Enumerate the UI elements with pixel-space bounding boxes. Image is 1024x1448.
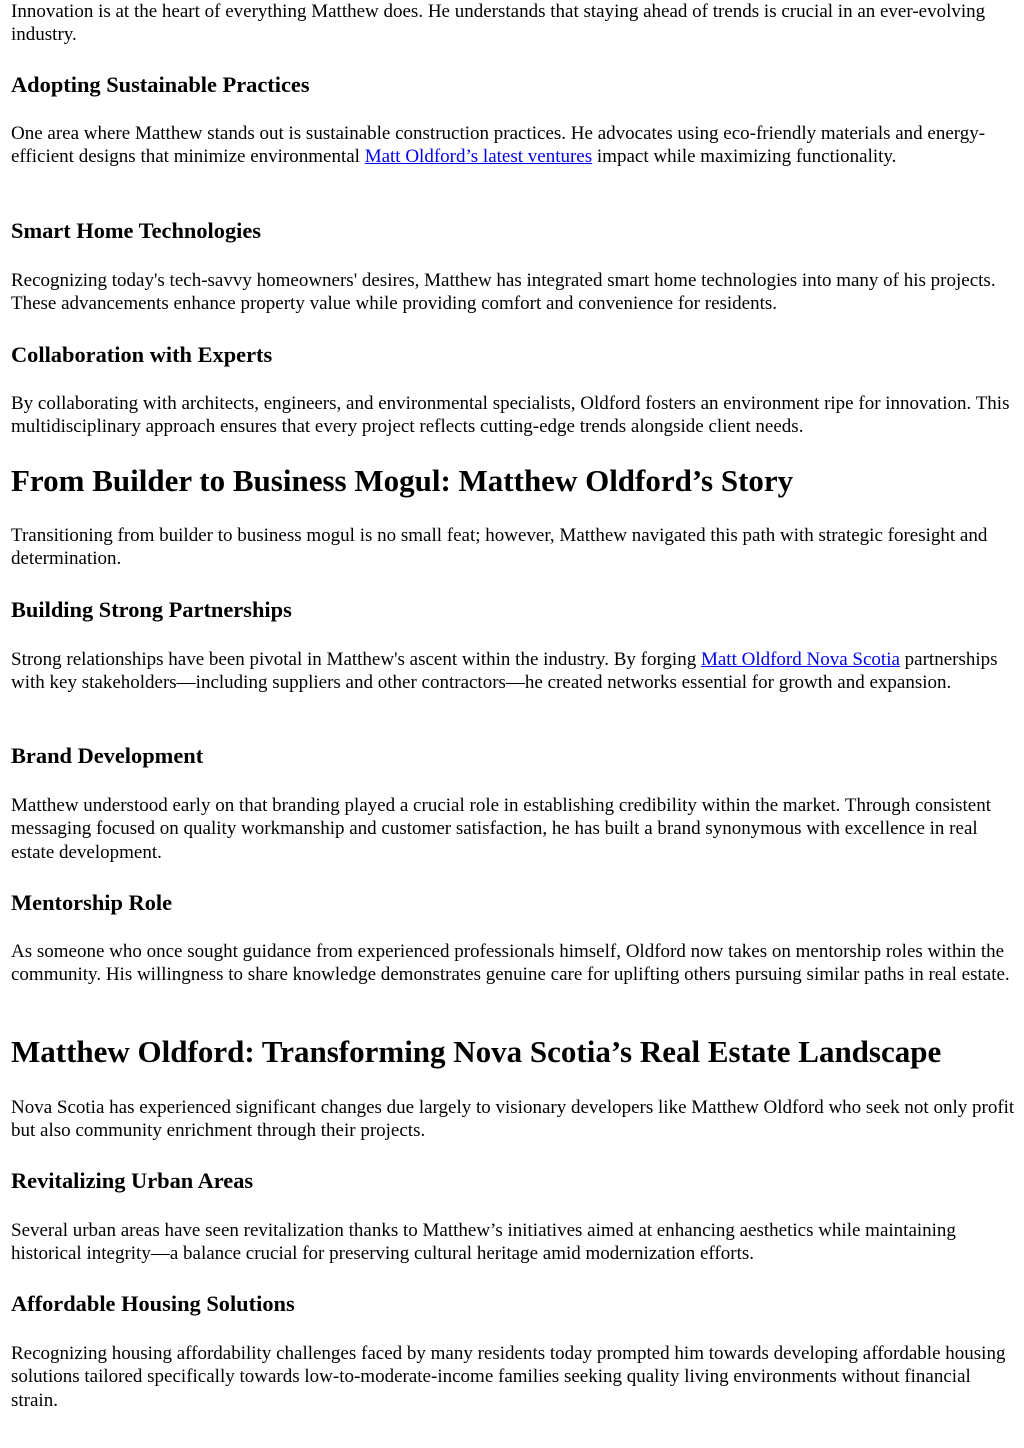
heading-sustainable-practices: Adopting Sustainable Practices bbox=[11, 72, 310, 97]
paragraph-affordable-housing: Recognizing housing affordability challenges faced by many residents today prompted him towards developing affordable housing solutions tailored specifically towards low-to-moderate-income families seeking quality living environments without financial strain. bbox=[11, 1343, 1006, 1411]
paragraph-smart-home: Recognizing today's tech-savvy homeowners' desires, Matthew has integrated smart home technologies into many of his projects. These advancements enhance property value while providing comfort and convenience for residents. bbox=[11, 270, 996, 315]
paragraph-partnerships bbox=[11, 648, 1016, 695]
paragraph-revitalizing-urban: Several urban areas have seen revitalization thanks to Matthew’s initiatives aimed at enhancing aesthetics while maintaining historical integrity—a balance crucial for preserving cultural heritage amid modernization efforts. bbox=[11, 1220, 956, 1265]
paragraph-text: One area where Matthew stands out is sustainable construction practices. He advocates using eco-friendly materials and energy-efficient designs that minimize environmental bbox=[11, 123, 986, 168]
heading-builder-to-mogul: From Builder to Business Mogul: Matthew Oldford’s Story bbox=[11, 463, 794, 498]
paragraph-text: partnerships with key stakeholders—including suppliers and other contractors—he created networks essential for growth and expansion. bbox=[11, 649, 998, 694]
link-latest-ventures[interactable]: Matt Oldford’s latest ventures bbox=[364, 146, 593, 168]
heading-partnerships: Building Strong Partnerships bbox=[11, 597, 292, 622]
paragraph-text: impact while maximizing functionality. bbox=[592, 146, 897, 168]
paragraph-innovation: Innovation is at the heart of everything Matthew does. He understands that staying ahead of trends is crucial in an ever-evolving industry. bbox=[11, 1, 986, 46]
paragraph-text: Strong relationships have been pivotal in Matthew's ascent within the industry. By forging bbox=[11, 649, 701, 670]
paragraph-brand-development: Matthew understood early on that branding played a crucial role in establishing credibility within the market. Through consistent messaging focused on quality workmanship and customer satisfaction, he has built a brand synonymous with excellence in real estate development. bbox=[11, 795, 992, 863]
heading-revitalizing-urban: Revitalizing Urban Areas bbox=[11, 1168, 254, 1193]
paragraph-transforming-nova-scotia: Nova Scotia has experienced significant changes due largely to visionary developers like Matthew Oldford who seek not only profit but also community enrichment through their projects. bbox=[11, 1097, 1015, 1142]
paragraph-sustainable-practices bbox=[11, 122, 1016, 169]
heading-collaboration: Collaboration with Experts bbox=[11, 342, 273, 367]
heading-brand-development: Brand Development bbox=[11, 743, 204, 768]
heading-mentorship: Mentorship Role bbox=[11, 890, 173, 915]
paragraph-builder-to-mogul: Transitioning from builder to business mogul is no small feat; however, Matthew navigated this path with strategic foresight and determination. bbox=[11, 525, 988, 570]
heading-affordable-housing: Affordable Housing Solutions bbox=[11, 1291, 295, 1316]
heading-smart-home: Smart Home Technologies bbox=[11, 218, 262, 243]
link-nova-scotia[interactable]: Matt Oldford Nova Scotia bbox=[700, 649, 900, 670]
heading-transforming-nova-scotia: Matthew Oldford: Transforming Nova Scotia’s Real Estate Landscape bbox=[11, 1034, 942, 1069]
paragraph-mentorship: As someone who once sought guidance from experienced professionals himself, Oldford now takes on mentorship roles within the community. His willingness to share knowledge demonstrates genuine care for uplifting others pursuing similar paths in real estate. bbox=[11, 941, 1010, 986]
paragraph-collaboration: By collaborating with architects, engineers, and environmental specialists, Oldford fosters an environment ripe for innovation. This multidisciplinary approach ensures that every project reflects cutting-edge trends alongside client needs. bbox=[11, 393, 1010, 438]
